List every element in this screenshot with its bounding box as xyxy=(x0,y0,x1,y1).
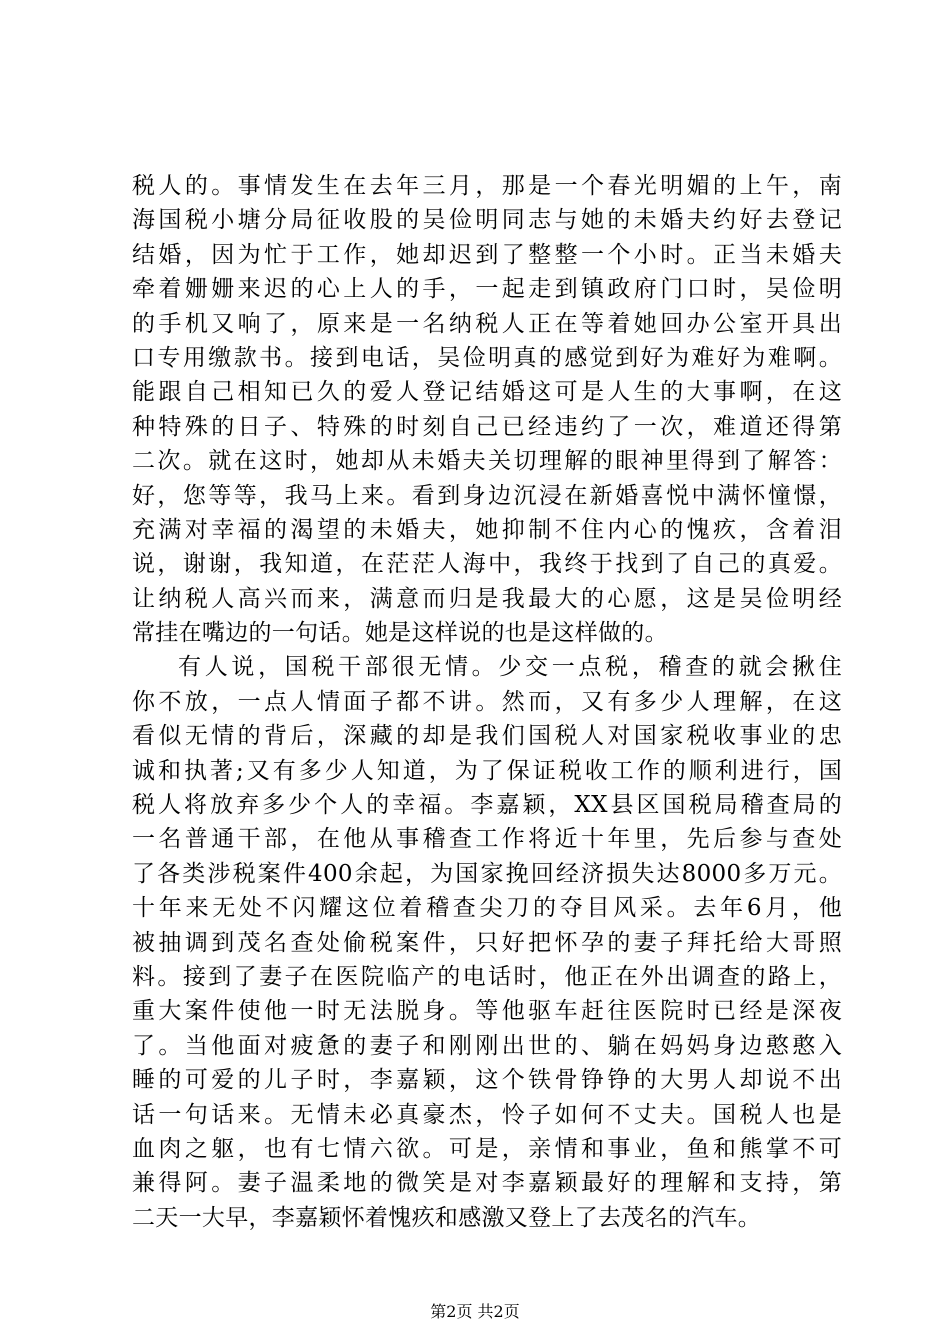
text-line: 牵着姗姗来迟的心上人的手，一起走到镇政府门口时，吴俭明 xyxy=(132,276,842,303)
text-line: 的手机又响了，原来是一名纳税人正在等着她回办公室开具出 xyxy=(132,310,842,337)
paragraph xyxy=(132,169,842,650)
page-footer: 第2页 共2页 xyxy=(430,1302,520,1321)
text-line: 血肉之躯，也有七情六欲。可是，亲情和事业，鱼和熊掌不可 xyxy=(132,1135,842,1162)
text-line: 能跟自己相知已久的爱人登记结婚这可是人生的大事啊，在这 xyxy=(132,379,842,406)
text-line: 税人的。事情发生在去年三月，那是一个春光明媚的上午，南 xyxy=(132,173,842,199)
text-line: 一名普通干部，在他从事稽查工作将近十年里，先后参与查处 xyxy=(132,826,842,853)
document-body xyxy=(132,169,842,1235)
text-line: 你不放，一点人情面子都不讲。然而，又有多少人理解，在这 xyxy=(132,688,842,715)
text-line: 了各类涉税案件400余起，为国家挽回经济损失达8000多万元。 xyxy=(132,860,842,887)
text-line: 让纳税人高兴而来，满意而归是我最大的心愿，这是吴俭明经 xyxy=(132,585,842,612)
text-line: 好，您等等，我马上来。看到身边沉浸在新婚喜悦中满怀憧憬， xyxy=(132,482,842,509)
text-line: 充满对幸福的渴望的未婚夫，她抑制不住内心的愧疚，含着泪 xyxy=(132,516,842,543)
text-line: 口专用缴款书。接到电话，吴俭明真的感觉到好为难好为难啊。 xyxy=(132,344,842,371)
text-line: 有人说，国税干部很无情。少交一点税，稽查的就会揪住 xyxy=(178,654,842,681)
text-line: 睡的可爱的儿子时，李嘉颖，这个铁骨铮铮的大男人却说不出 xyxy=(132,1067,842,1094)
paragraph xyxy=(132,650,842,1235)
text-line: 二天一大早，李嘉颖怀着愧疚和感激又登上了去茂名的汽车。 xyxy=(132,1204,762,1231)
text-line: 常挂在嘴边的一句话。她是这样说的也是这样做的。 xyxy=(132,620,668,647)
text-line: 说，谢谢，我知道，在茫茫人海中，我终于找到了自己的真爱。 xyxy=(132,551,842,578)
text-line: 海国税小塘分局征收股的吴俭明同志与她的未婚夫约好去登记 xyxy=(132,207,842,234)
text-line: 税人将放弃多少个人的幸福。李嘉颖，XX县区国税局稽查局的 xyxy=(132,792,842,819)
text-line: 料。接到了妻子在医院临产的电话时，他正在外出调查的路上， xyxy=(132,963,842,990)
text-line: 兼得阿。妻子温柔地的微笑是对李嘉颖最好的理解和支持，第 xyxy=(132,1170,842,1197)
text-line: 看似无情的背后，深藏的却是我们国税人对国家税收事业的忠 xyxy=(132,723,842,750)
text-line: 诚和执著;又有多少人知道，为了保证税收工作的顺利进行，国 xyxy=(132,757,842,784)
text-line: 被抽调到茂名查处偷税案件，只好把怀孕的妻子拜托给大哥照 xyxy=(132,929,842,956)
text-line: 重大案件使他一时无法脱身。等他驱车赶往医院时已经是深夜 xyxy=(132,998,842,1025)
text-line: 结婚，因为忙于工作，她却迟到了整整一个小时。正当未婚夫 xyxy=(132,241,842,268)
text-line: 话一句话来。无情未必真豪杰，怜子如何不丈夫。国税人也是 xyxy=(132,1101,842,1128)
text-line: 二次。就在这时，她却从未婚夫关切理解的眼神里得到了解答： xyxy=(132,448,842,475)
text-line: 了。当他面对疲惫的妻子和刚刚出世的、躺在妈妈身边憨憨入 xyxy=(132,1032,842,1059)
text-line: 十年来无处不闪耀这位着稽查尖刀的夺目风采。去年6月，他 xyxy=(132,895,842,922)
text-line: 种特殊的日子、特殊的时刻自己已经违约了一次，难道还得第 xyxy=(132,413,842,440)
